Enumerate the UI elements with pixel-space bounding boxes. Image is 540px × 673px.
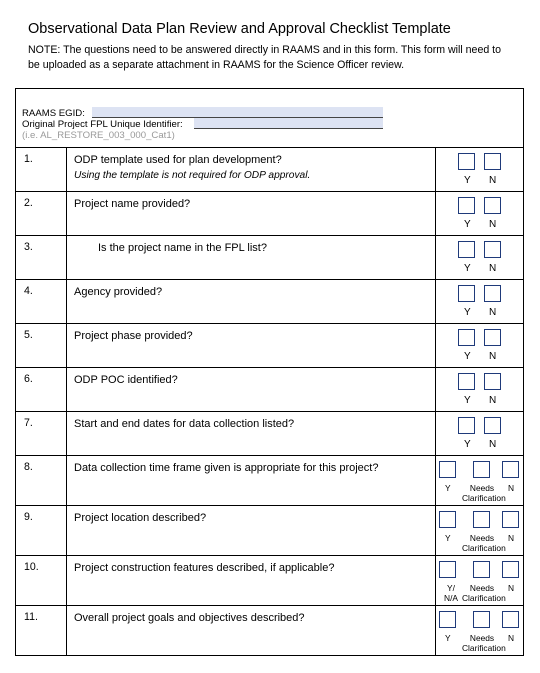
no-checkbox[interactable]	[502, 561, 519, 578]
answer-cell	[435, 455, 523, 505]
yes-na-checkbox[interactable]	[439, 561, 456, 578]
yes-checkbox[interactable]	[439, 611, 456, 628]
checklist-row	[16, 191, 523, 236]
checklist-row	[16, 605, 523, 656]
yes-label: Y	[464, 263, 471, 274]
item-number: 7.	[24, 417, 33, 429]
no-checkbox[interactable]	[502, 511, 519, 528]
item-question: Project location described?	[74, 512, 207, 524]
no-label: N	[489, 307, 497, 318]
egid-field[interactable]	[92, 107, 383, 118]
checklist-table	[15, 88, 524, 656]
no-checkbox[interactable]	[502, 461, 519, 478]
item-number: 2.	[24, 197, 33, 209]
item-question: Project name provided?	[74, 198, 191, 210]
yes-checkbox[interactable]	[458, 241, 475, 258]
checklist-row	[16, 505, 523, 556]
answer-cell	[435, 235, 523, 279]
checklist-row	[16, 323, 523, 368]
no-checkbox[interactable]	[484, 153, 501, 170]
item-question: Start and end dates for data collection listed?	[74, 418, 295, 430]
no-checkbox[interactable]	[484, 285, 501, 302]
yes-label: Y	[445, 483, 451, 493]
item-question: Project phase provided?	[74, 330, 193, 342]
fpl-identifier-field[interactable]	[194, 118, 383, 129]
yes-label: Y	[464, 219, 471, 230]
needs-clarification-checkbox[interactable]	[473, 511, 490, 528]
answer-cell	[435, 367, 523, 411]
yes-checkbox[interactable]	[439, 461, 456, 478]
item-question: ODP template used for plan development?	[74, 154, 282, 166]
checklist-row	[16, 147, 523, 192]
answer-cell	[435, 147, 523, 191]
answer-cell	[435, 605, 523, 656]
yes-checkbox[interactable]	[458, 373, 475, 390]
item-number: 1.	[24, 153, 33, 165]
item-number: 4.	[24, 285, 33, 297]
item-question: Project construction features described, if applicable?	[74, 562, 335, 574]
answer-cell	[435, 411, 523, 455]
needs-clarification-label: Needs Clarification	[462, 583, 506, 603]
no-checkbox[interactable]	[484, 329, 501, 346]
identifier-header	[16, 89, 523, 148]
yes-checkbox[interactable]	[439, 511, 456, 528]
yes-label: Y	[464, 439, 471, 450]
checklist-row	[16, 455, 523, 506]
no-label: N	[489, 219, 497, 230]
yes-checkbox[interactable]	[458, 417, 475, 434]
page-title: Observational Data Plan Review and Approval Checklist Template	[28, 21, 451, 37]
yes-label: Y	[464, 395, 471, 406]
no-checkbox[interactable]	[502, 611, 519, 628]
no-label: N	[508, 633, 515, 643]
needs-clarification-checkbox[interactable]	[473, 561, 490, 578]
item-number: 8.	[24, 461, 33, 473]
no-checkbox[interactable]	[484, 241, 501, 258]
no-label: N	[489, 395, 497, 406]
checklist-row	[16, 279, 523, 324]
needs-clarification-label: Needs Clarification	[462, 633, 506, 653]
no-label: N	[489, 439, 497, 450]
item-question: ODP POC identified?	[74, 374, 178, 386]
yes-checkbox[interactable]	[458, 197, 475, 214]
item-question: Is the project name in the FPL list?	[98, 242, 267, 254]
yes-checkbox[interactable]	[458, 285, 475, 302]
egid-label: RAAMS EGID:	[22, 108, 85, 119]
no-label: N	[508, 533, 515, 543]
yes-label: Y	[464, 307, 471, 318]
checklist-row	[16, 411, 523, 456]
yes-label: Y	[464, 175, 471, 186]
no-checkbox[interactable]	[484, 417, 501, 434]
no-label: N	[489, 351, 497, 362]
no-label: N	[508, 483, 515, 493]
needs-clarification-checkbox[interactable]	[473, 611, 490, 628]
fpl-identifier-hint: (i.e. AL_RESTORE_003_000_Cat1)	[22, 130, 175, 141]
answer-cell	[435, 191, 523, 235]
yes-checkbox[interactable]	[458, 153, 475, 170]
fpl-identifier-label: Original Project FPL Unique Identifier:	[22, 119, 183, 130]
item-number: 10.	[24, 561, 39, 573]
checklist-row	[16, 555, 523, 606]
yes-na-label: Y/ N/A	[444, 583, 458, 603]
no-label: N	[489, 175, 497, 186]
item-number: 3.	[24, 241, 33, 253]
needs-clarification-checkbox[interactable]	[473, 461, 490, 478]
no-label: N	[489, 263, 497, 274]
needs-clarification-label: Needs Clarification	[462, 483, 506, 503]
item-subnote: Using the template is not required for ODP approval.	[74, 170, 311, 181]
yes-label: Y	[464, 351, 471, 362]
yes-checkbox[interactable]	[458, 329, 475, 346]
answer-cell	[435, 505, 523, 555]
answer-cell	[435, 279, 523, 323]
no-checkbox[interactable]	[484, 373, 501, 390]
instructions-note: NOTE: The questions need to be answered directly in RAAMS and in this form. This form will need to be uploaded as a separate attachment in RAAMS for the Science Officer review.	[28, 44, 502, 71]
no-checkbox[interactable]	[484, 197, 501, 214]
checklist-row	[16, 367, 523, 412]
yes-label: Y	[445, 533, 451, 543]
answer-cell	[435, 323, 523, 367]
checklist-row	[16, 235, 523, 280]
needs-clarification-label: Needs Clarification	[462, 533, 506, 553]
item-number: 9.	[24, 511, 33, 523]
item-question: Agency provided?	[74, 286, 163, 298]
item-number: 6.	[24, 373, 33, 385]
no-label: N	[508, 583, 515, 593]
item-number: 5.	[24, 329, 33, 341]
item-number: 11.	[24, 611, 38, 623]
yes-label: Y	[445, 633, 451, 643]
answer-cell	[435, 555, 523, 605]
item-question: Overall project goals and objectives described?	[74, 612, 305, 624]
item-question: Data collection time frame given is appropriate for this project?	[74, 462, 379, 474]
